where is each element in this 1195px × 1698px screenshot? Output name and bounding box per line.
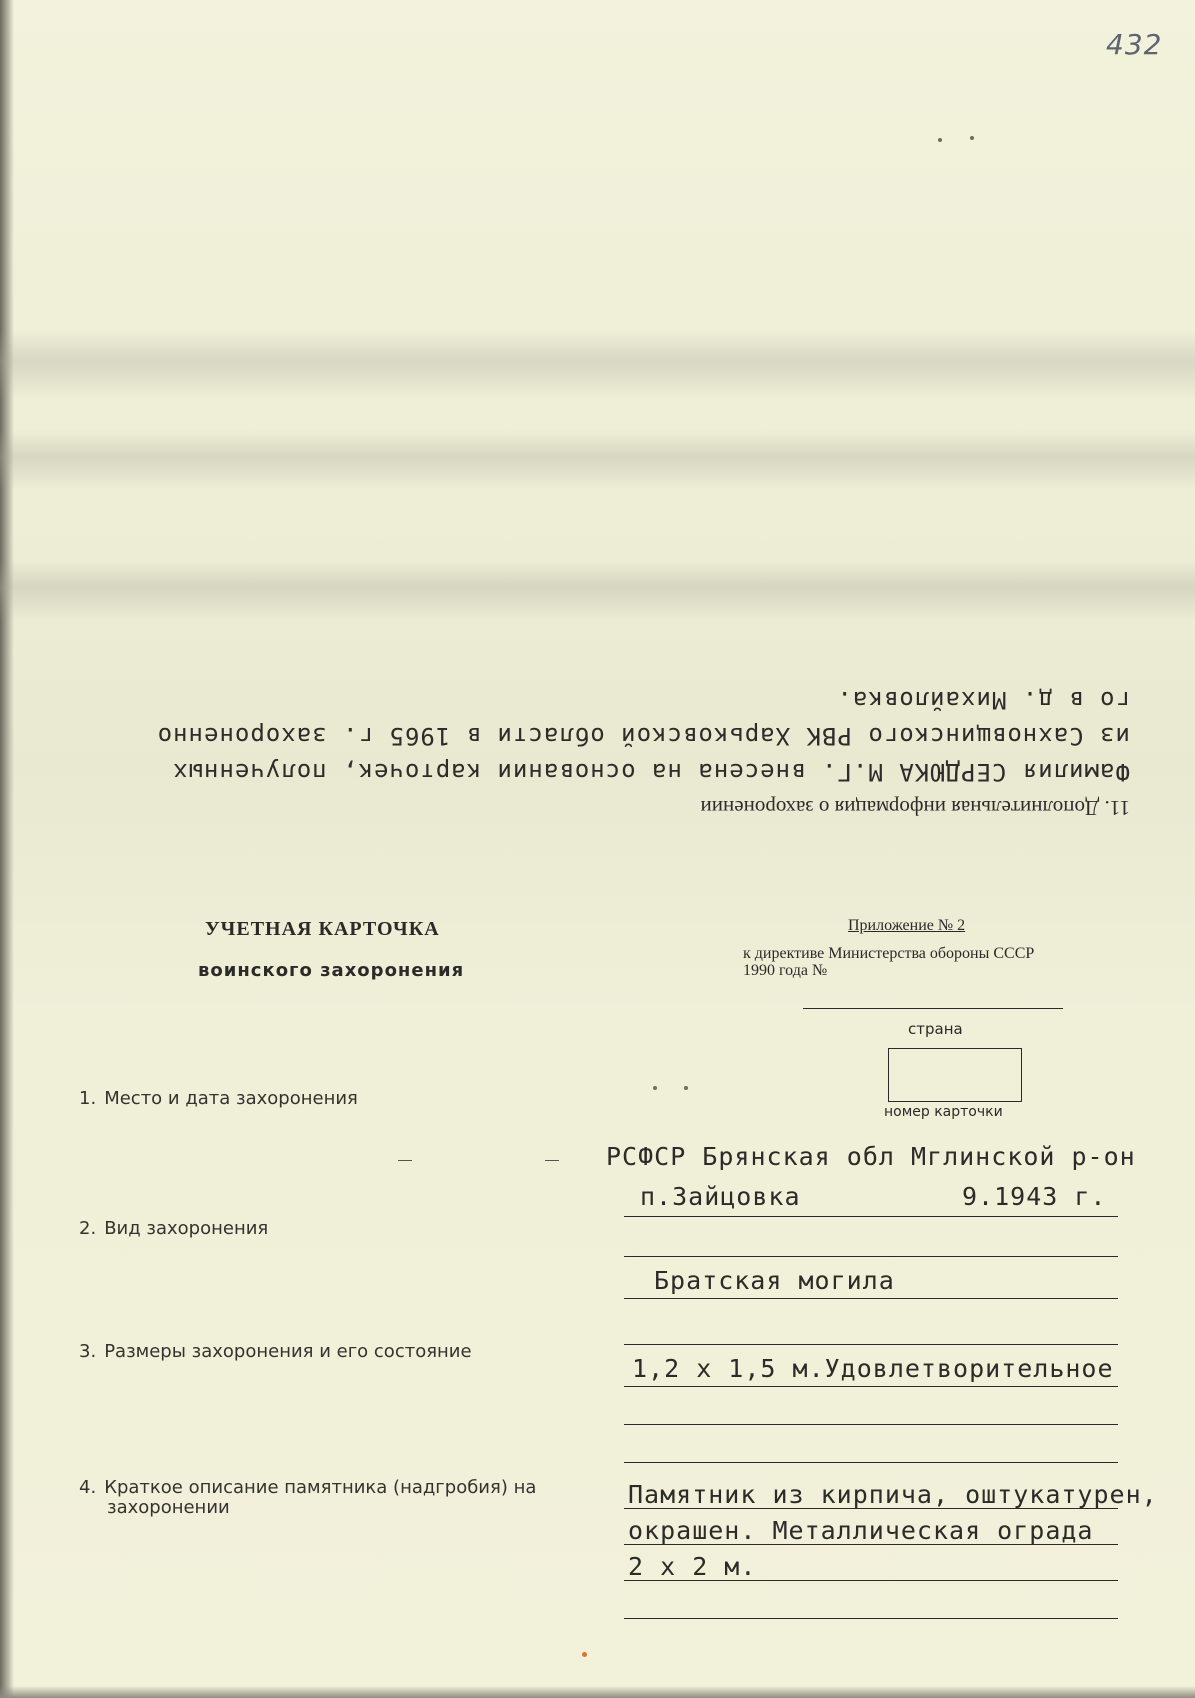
paper-speck [684, 1086, 688, 1090]
field-rule [624, 1386, 1118, 1387]
paper-speck [653, 1086, 657, 1090]
card-title: УЧЕТНАЯ КАРТОЧКА [205, 918, 440, 940]
archive-page-number: 432 [1106, 28, 1163, 61]
field-rule [624, 1618, 1118, 1619]
country-label: страна [908, 1020, 963, 1038]
field-value-burial-place: РСФСР Брянская обл Мглинской р-он [606, 1142, 1136, 1171]
page-bottom-edge [0, 1686, 1195, 1698]
reverse-side-line: Фамилия СЕРДЮКА М.Г. внесена на основании карточек, полученных [172, 758, 1130, 786]
paper-speck [970, 136, 974, 140]
card-number-box [888, 1048, 1022, 1102]
appendix-title: Приложение № 2 [848, 917, 966, 934]
field-label-text: Краткое описание памятника (надгробия) на [104, 1477, 537, 1498]
field-number: 2. [79, 1218, 97, 1239]
paper-speck [582, 1652, 587, 1657]
field-rule [624, 1424, 1118, 1425]
field-label-text: Размеры захоронения и его состояние [104, 1341, 472, 1362]
dash-mark [545, 1160, 559, 1161]
field-value-burial-type: Братская могила [654, 1266, 895, 1295]
reverse-side-text [40, 640, 1130, 820]
field-rule [624, 1216, 1118, 1217]
appendix-note [743, 945, 1034, 979]
field-rule [624, 1344, 1118, 1345]
field-value-settlement: п.Зайцовка [640, 1182, 801, 1211]
paper-shadow-band [0, 560, 1195, 620]
field-value-monument: окрашен. Металлическая ограда [628, 1516, 1094, 1545]
reverse-side-line: из Сахновщинского РВК Харьковской области в 1965 г. захороненно [156, 722, 1130, 750]
field-label-burial-place [79, 1088, 358, 1109]
field-label-text: захоронении [107, 1497, 230, 1518]
field-value-monument: 2 х 2 м. [628, 1552, 757, 1581]
field-rule [624, 1544, 1118, 1545]
field-number: 4. [79, 1477, 97, 1498]
field-value-burial-size: 1,2 х 1,5 м.Удовлетворительное [632, 1354, 1114, 1383]
field-value-monument: Памятник из кирпича, оштукатурен, [628, 1480, 1158, 1509]
reverse-side-heading: 11. Дополнительная информация о захоронении [700, 796, 1130, 820]
reverse-side-line: го в д. Михайловка. [836, 686, 1130, 714]
field-label-monument [79, 1478, 536, 1518]
paper-shadow-band [0, 430, 1195, 490]
field-rule [624, 1508, 1118, 1509]
field-rule [624, 1580, 1118, 1581]
field-label-text: Вид захоронения [104, 1218, 269, 1239]
paper-shadow-band [0, 330, 1195, 400]
field-number: 3. [79, 1341, 97, 1362]
paper-speck [938, 138, 942, 142]
page-left-edge [0, 0, 14, 1698]
field-label-burial-size [79, 1341, 472, 1362]
field-value-date: 9.1943 г. [962, 1182, 1107, 1211]
field-label-text: Место и дата захоронения [104, 1088, 358, 1109]
card-subtitle: воинского захоронения [198, 960, 465, 981]
dash-mark [398, 1160, 412, 1161]
appendix-note-line: к директиве Министерства обороны СССР [743, 945, 1035, 962]
card-number-label: номер карточки [884, 1104, 1003, 1120]
appendix-note-line: 1990 года № [743, 962, 828, 979]
field-number: 1. [79, 1088, 97, 1109]
field-rule [624, 1462, 1118, 1463]
field-rule [624, 1298, 1118, 1299]
country-field-line [803, 1008, 1063, 1009]
field-rule [624, 1256, 1118, 1257]
field-label-burial-type [79, 1218, 268, 1239]
